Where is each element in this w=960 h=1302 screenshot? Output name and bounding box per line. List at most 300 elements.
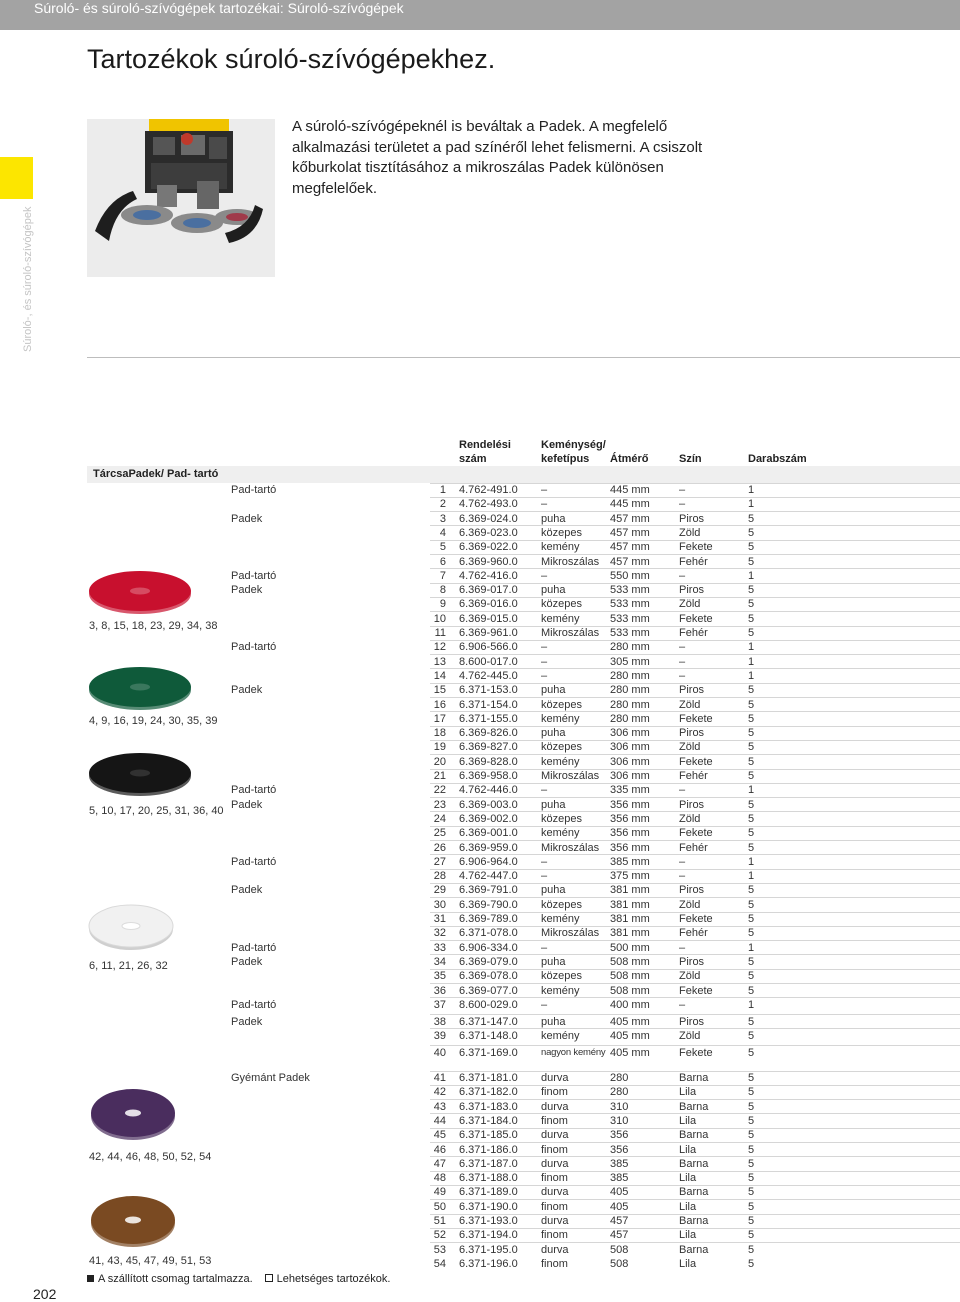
row-divider	[430, 754, 960, 755]
cell-num: 5	[439, 541, 446, 554]
cell-diameter: 335 mm	[610, 784, 650, 797]
table-row	[0, 540, 960, 554]
cell-hardness: közepes	[541, 698, 582, 711]
cell-diameter: 280 mm	[610, 712, 650, 725]
row-divider	[430, 854, 960, 855]
cell-diameter: 445 mm	[610, 484, 650, 496]
purple-pad-refs: 42, 44, 46, 48, 50, 52, 54	[89, 1151, 212, 1163]
cell-cat: Pad-tartó	[231, 998, 277, 1011]
cell-order: 6.369-828.0	[459, 755, 518, 768]
cell-hardness: –	[541, 569, 548, 582]
cell-num: 35	[433, 970, 446, 983]
cell-diameter: 385	[610, 1172, 629, 1185]
column-header-diameter: Átmérő	[610, 453, 649, 465]
cell-num: 12	[433, 641, 446, 654]
cell-order: 6.371-181.0	[459, 1072, 518, 1084]
cell-num: 19	[433, 741, 446, 754]
cell-diameter: 508 mm	[610, 984, 650, 997]
row-divider	[430, 597, 960, 598]
cell-diameter: 280	[610, 1072, 629, 1084]
cell-order: 6.369-790.0	[459, 898, 518, 911]
cell-hardness: durva	[541, 1072, 569, 1084]
row-divider	[430, 797, 960, 798]
cell-hardness: –	[541, 870, 548, 883]
cell-cat: Pad-tartó	[231, 784, 277, 797]
cell-diameter: 457 mm	[610, 526, 650, 539]
cell-qty: 5	[748, 1229, 755, 1242]
cell-qty: 5	[748, 913, 755, 925]
cell-order: 6.371-169.0	[459, 1046, 518, 1059]
cell-num: 17	[433, 712, 446, 725]
cell-num: 3	[439, 512, 446, 525]
cell-num: 24	[433, 812, 446, 825]
cell-diameter: 405	[610, 1200, 629, 1213]
table-row	[0, 497, 960, 511]
row-divider	[430, 540, 960, 541]
table-row	[0, 841, 960, 855]
white-pad-icon	[88, 902, 174, 952]
empty-square-icon	[265, 1274, 273, 1282]
cell-cat: Gyémánt Padek	[231, 1072, 310, 1084]
cell-hardness: durva	[541, 1129, 569, 1142]
cell-num: 21	[433, 770, 446, 782]
cell-num: 18	[433, 727, 446, 740]
cell-color: Piros	[679, 955, 705, 968]
cell-diameter: 381 mm	[610, 898, 650, 911]
table-row	[0, 726, 960, 740]
cell-diameter: 356 mm	[610, 841, 650, 854]
column-header-hardness: Keménység/ kefetípus	[541, 439, 606, 465]
cell-qty: 5	[748, 827, 755, 840]
row-divider	[430, 583, 960, 584]
row-divider	[430, 611, 960, 612]
table-row	[0, 1015, 960, 1029]
cell-color: Lila	[679, 1086, 697, 1099]
footnote-optional: Lehetséges tartozékok.	[276, 1273, 391, 1285]
row-divider	[430, 940, 960, 941]
cell-diameter: 385 mm	[610, 855, 650, 868]
cell-qty: 5	[748, 1172, 755, 1185]
cell-hardness: –	[541, 941, 548, 954]
cell-diameter: 356	[610, 1129, 629, 1142]
cell-qty: 5	[748, 984, 755, 997]
cell-order: 8.600-017.0	[459, 655, 518, 668]
cell-order: 6.369-077.0	[459, 984, 518, 997]
cell-order: 6.371-189.0	[459, 1186, 518, 1199]
cell-diameter: 533 mm	[610, 584, 650, 597]
row-divider	[430, 654, 960, 655]
cell-qty: 5	[748, 526, 755, 539]
breadcrumb: Súroló- és súroló-szívógépek tartozékai: Súroló-szívógépek	[34, 0, 404, 16]
row-divider	[430, 1242, 960, 1243]
table-row	[0, 869, 960, 883]
cell-order: 6.371-195.0	[459, 1243, 518, 1256]
cell-hardness: puha	[541, 512, 566, 525]
page-title: Tartozékok súroló-szívógépekhez.	[87, 44, 496, 74]
cell-order: 6.369-079.0	[459, 955, 518, 968]
cell-order: 6.371-182.0	[459, 1086, 518, 1099]
cell-num: 25	[433, 827, 446, 840]
cell-qty: 5	[748, 1015, 755, 1028]
cell-diameter: 280 mm	[610, 698, 650, 711]
cell-hardness: finom	[541, 1257, 568, 1270]
cell-color: Lila	[679, 1114, 697, 1127]
row-divider	[430, 568, 960, 569]
cell-hardness: finom	[541, 1143, 568, 1156]
cell-qty: 5	[748, 798, 755, 811]
cell-hardness: kemény	[541, 913, 580, 925]
cell-color: –	[679, 669, 686, 682]
cell-num: 14	[433, 669, 446, 682]
cell-num: 50	[433, 1200, 446, 1213]
cell-hardness: durva	[541, 1100, 569, 1113]
cell-num: 20	[433, 755, 446, 768]
column-header-order: Rendelési szám	[459, 439, 511, 465]
cell-color: Fekete	[679, 984, 713, 997]
cell-qty: 5	[748, 555, 755, 568]
cell-cat: Pad-tartó	[231, 569, 277, 582]
cell-order: 6.369-960.0	[459, 555, 518, 568]
cell-color: Barna	[679, 1100, 709, 1113]
cell-diameter: 310	[610, 1114, 629, 1127]
cell-color: Fehér	[679, 841, 708, 854]
row-divider	[430, 1214, 960, 1215]
cell-hardness: Mikroszálas	[541, 555, 600, 568]
column-header-color: Szín	[679, 453, 702, 465]
cell-diameter: 280 mm	[610, 684, 650, 697]
cell-qty: 5	[748, 698, 755, 711]
cell-cat: Pad-tartó	[231, 855, 277, 868]
cell-num: 10	[433, 612, 446, 625]
cell-diameter: 445 mm	[610, 498, 650, 511]
cell-qty: 5	[748, 1186, 755, 1199]
cell-qty: 5	[748, 727, 755, 740]
cell-order: 6.369-827.0	[459, 741, 518, 754]
cell-hardness: –	[541, 855, 548, 868]
cell-order: 8.600-029.0	[459, 998, 518, 1011]
cell-diameter: 280 mm	[610, 641, 650, 654]
row-divider	[430, 1071, 960, 1072]
cell-num: 23	[433, 798, 446, 811]
cell-qty: 5	[748, 1100, 755, 1113]
cell-order: 6.906-566.0	[459, 641, 518, 654]
row-divider	[430, 711, 960, 712]
cell-qty: 1	[748, 784, 755, 797]
cell-hardness: –	[541, 484, 548, 496]
cell-order: 6.369-016.0	[459, 598, 518, 611]
cell-color: Piros	[679, 1015, 705, 1028]
row-divider	[430, 912, 960, 913]
table-row	[0, 555, 960, 569]
cell-diameter: 305 mm	[610, 655, 650, 668]
cell-qty: 5	[748, 684, 755, 697]
cell-hardness: kemény	[541, 1029, 580, 1042]
cell-cat: Padek	[231, 955, 263, 968]
cell-num: 29	[433, 884, 446, 897]
cell-cat: Padek	[231, 884, 263, 897]
cell-qty: 5	[748, 1257, 755, 1270]
cell-hardness: kemény	[541, 984, 580, 997]
cell-color: Barna	[679, 1157, 709, 1170]
cell-order: 6.371-153.0	[459, 684, 518, 697]
cell-hardness: kemény	[541, 755, 580, 768]
cell-hardness: durva	[541, 1243, 569, 1256]
cell-diameter: 310	[610, 1100, 629, 1113]
cell-qty: 5	[748, 512, 755, 525]
cell-qty: 5	[748, 584, 755, 597]
cell-qty: 5	[748, 898, 755, 911]
cell-order: 6.371-078.0	[459, 927, 518, 940]
cell-order: 6.369-078.0	[459, 970, 518, 983]
cell-qty: 1	[748, 498, 755, 511]
cell-diameter: 500 mm	[610, 941, 650, 954]
cell-diameter: 306 mm	[610, 741, 650, 754]
cell-hardness: finom	[541, 1200, 568, 1213]
cell-num: 46	[433, 1143, 446, 1156]
row-divider	[430, 883, 960, 884]
cell-qty: 1	[748, 998, 755, 1011]
row-divider	[430, 1199, 960, 1200]
page-number: 202	[33, 1286, 57, 1302]
cell-cat: Pad-tartó	[231, 641, 277, 654]
cell-qty: 1	[748, 669, 755, 682]
green-pad-icon	[88, 664, 192, 712]
row-divider	[430, 897, 960, 898]
cell-diameter: 306 mm	[610, 755, 650, 768]
cell-hardness: közepes	[541, 741, 582, 754]
cell-order: 6.369-003.0	[459, 798, 518, 811]
cell-color: Zöld	[679, 526, 701, 539]
cell-num: 13	[433, 655, 446, 668]
cell-color: Fehér	[679, 555, 708, 568]
cell-hardness: finom	[541, 1114, 568, 1127]
red-pad-refs: 3, 8, 15, 18, 23, 29, 34, 38	[89, 620, 218, 632]
cell-qty: 1	[748, 941, 755, 954]
cell-diameter: 280 mm	[610, 669, 650, 682]
cell-hardness: puha	[541, 798, 566, 811]
row-divider	[430, 1028, 960, 1029]
cell-diameter: 400 mm	[610, 998, 650, 1011]
cell-hardness: puha	[541, 584, 566, 597]
cell-color: Lila	[679, 1200, 697, 1213]
cell-diameter: 405 mm	[610, 1029, 650, 1042]
cell-hardness: Mikroszálas	[541, 927, 600, 940]
cell-order: 6.369-791.0	[459, 884, 518, 897]
table-row	[0, 526, 960, 540]
table-row	[0, 1046, 960, 1060]
cell-color: Zöld	[679, 1029, 701, 1042]
cell-order: 6.369-961.0	[459, 627, 518, 639]
cell-color: Fekete	[679, 712, 713, 725]
row-divider	[430, 726, 960, 727]
row-divider	[430, 1014, 960, 1015]
cell-hardness: puha	[541, 684, 566, 697]
cell-num: 8	[439, 584, 446, 597]
row-divider	[430, 683, 960, 684]
row-divider	[430, 511, 960, 512]
cell-color: Fekete	[679, 612, 713, 625]
cell-color: –	[679, 569, 686, 582]
cell-num: 47	[433, 1157, 446, 1170]
cell-color: Zöld	[679, 598, 701, 611]
footnote	[87, 1273, 390, 1285]
cell-qty: 5	[748, 1072, 755, 1084]
cell-diameter: 356 mm	[610, 798, 650, 811]
cell-hardness: kemény	[541, 612, 580, 625]
cell-diameter: 457	[610, 1215, 629, 1227]
cell-cat: Padek	[231, 798, 263, 811]
cell-color: Piros	[679, 727, 705, 740]
cell-hardness: –	[541, 669, 548, 682]
cell-hardness: finom	[541, 1086, 568, 1099]
cell-color: –	[679, 655, 686, 668]
cell-color: Zöld	[679, 812, 701, 825]
cell-order: 6.369-017.0	[459, 584, 518, 597]
cell-color: Fekete	[679, 913, 713, 925]
cell-qty: 5	[748, 1114, 755, 1127]
cell-color: Barna	[679, 1129, 709, 1142]
cell-qty: 5	[748, 1200, 755, 1213]
cell-qty: 5	[748, 1143, 755, 1156]
cell-order: 6.371-190.0	[459, 1200, 518, 1213]
cell-cat: Padek	[231, 512, 263, 525]
cell-color: Barna	[679, 1186, 709, 1199]
cell-num: 9	[439, 598, 446, 611]
cell-qty: 5	[748, 712, 755, 725]
table-row	[0, 883, 960, 897]
cell-color: Lila	[679, 1143, 697, 1156]
cell-color: –	[679, 941, 686, 954]
white-pad-refs: 6, 11, 21, 26, 32	[89, 960, 168, 972]
table-row	[0, 512, 960, 526]
cell-num: 28	[433, 870, 446, 883]
cell-color: –	[679, 998, 686, 1011]
table-row	[0, 998, 960, 1012]
row-divider	[430, 525, 960, 526]
cell-cat: Pad-tartó	[231, 484, 277, 496]
cell-num: 31	[433, 913, 446, 925]
row-divider	[430, 1156, 960, 1157]
filled-square-icon	[87, 1275, 94, 1282]
row-divider	[430, 840, 960, 841]
cell-qty: 5	[748, 1029, 755, 1042]
cell-num: 36	[433, 984, 446, 997]
cell-qty: 5	[748, 755, 755, 768]
cell-color: Piros	[679, 798, 705, 811]
cell-hardness: közepes	[541, 898, 582, 911]
row-divider	[430, 1171, 960, 1172]
cell-num: 41	[433, 1072, 446, 1084]
row-divider	[430, 826, 960, 827]
cell-hardness: puha	[541, 1015, 566, 1028]
cell-num: 48	[433, 1172, 446, 1185]
cell-diameter: 508 mm	[610, 970, 650, 983]
cell-order: 6.369-958.0	[459, 770, 518, 782]
cell-order: 6.371-188.0	[459, 1172, 518, 1185]
cell-num: 22	[433, 784, 446, 797]
cell-num: 40	[433, 1046, 446, 1059]
cell-diameter: 381 mm	[610, 913, 650, 925]
cell-color: Fehér	[679, 770, 708, 782]
cell-order: 6.371-187.0	[459, 1157, 518, 1170]
cell-order: 6.371-184.0	[459, 1114, 518, 1127]
cell-hardness: durva	[541, 1186, 569, 1199]
side-section-label: Súroló-, és súroló-szívógépek	[22, 206, 34, 352]
cell-hardness: kemény	[541, 712, 580, 725]
row-divider	[430, 1185, 960, 1186]
cell-diameter: 508	[610, 1257, 629, 1270]
cell-num: 32	[433, 927, 446, 940]
brown-pad-refs: 41, 43, 45, 47, 49, 51, 53	[89, 1255, 212, 1267]
cell-hardness: –	[541, 784, 548, 797]
black-pad-refs: 5, 10, 17, 20, 25, 31, 36, 40	[89, 805, 224, 817]
cell-color: Fekete	[679, 827, 713, 840]
cell-order: 6.906-334.0	[459, 941, 518, 954]
cell-hardness: –	[541, 498, 548, 511]
row-divider	[430, 626, 960, 627]
cell-diameter: 405 mm	[610, 1046, 650, 1059]
cell-num: 39	[433, 1029, 446, 1042]
cell-num: 34	[433, 955, 446, 968]
cell-color: Zöld	[679, 970, 701, 983]
row-divider	[430, 668, 960, 669]
cell-order: 6.371-194.0	[459, 1229, 518, 1242]
cell-order: 6.369-015.0	[459, 612, 518, 625]
cell-diameter: 306 mm	[610, 727, 650, 740]
cell-num: 15	[433, 684, 446, 697]
cell-num: 26	[433, 841, 446, 854]
row-divider	[430, 1142, 960, 1143]
cell-order: 6.371-154.0	[459, 698, 518, 711]
row-divider	[430, 954, 960, 955]
cell-hardness: Mikroszálas	[541, 770, 600, 782]
cell-color: Lila	[679, 1257, 697, 1270]
cell-order: 6.369-022.0	[459, 541, 518, 554]
cell-color: Fekete	[679, 541, 713, 554]
cell-diameter: 457	[610, 1229, 629, 1242]
cell-diameter: 457 mm	[610, 512, 650, 525]
cell-hardness: puha	[541, 727, 566, 740]
cell-order: 4.762-493.0	[459, 498, 518, 511]
row-divider	[430, 497, 960, 498]
row-divider	[430, 640, 960, 641]
cell-order: 4.762-491.0	[459, 484, 518, 496]
cell-order: 4.762-446.0	[459, 784, 518, 797]
cell-cat: Padek	[231, 1015, 263, 1028]
cell-hardness: kemény	[541, 541, 580, 554]
table-row	[0, 855, 960, 869]
cell-num: 1	[439, 484, 446, 496]
cell-color: Fekete	[679, 1046, 713, 1059]
cell-color: Fehér	[679, 927, 708, 940]
cell-color: –	[679, 855, 686, 868]
cell-qty: 5	[748, 1129, 755, 1142]
cell-qty: 5	[748, 955, 755, 968]
cell-color: Barna	[679, 1215, 709, 1227]
cell-qty: 1	[748, 641, 755, 654]
cell-color: –	[679, 641, 686, 654]
row-divider	[430, 997, 960, 998]
cell-qty: 1	[748, 870, 755, 883]
cell-diameter: 381 mm	[610, 927, 650, 940]
brown-diamond-pad-icon	[90, 1193, 176, 1249]
cell-qty: 5	[748, 1046, 755, 1059]
cell-order: 6.371-185.0	[459, 1129, 518, 1142]
row-divider	[430, 483, 960, 484]
column-header-quantity: Darabszám	[748, 453, 807, 465]
cell-color: Fekete	[679, 755, 713, 768]
cell-qty: 1	[748, 569, 755, 582]
